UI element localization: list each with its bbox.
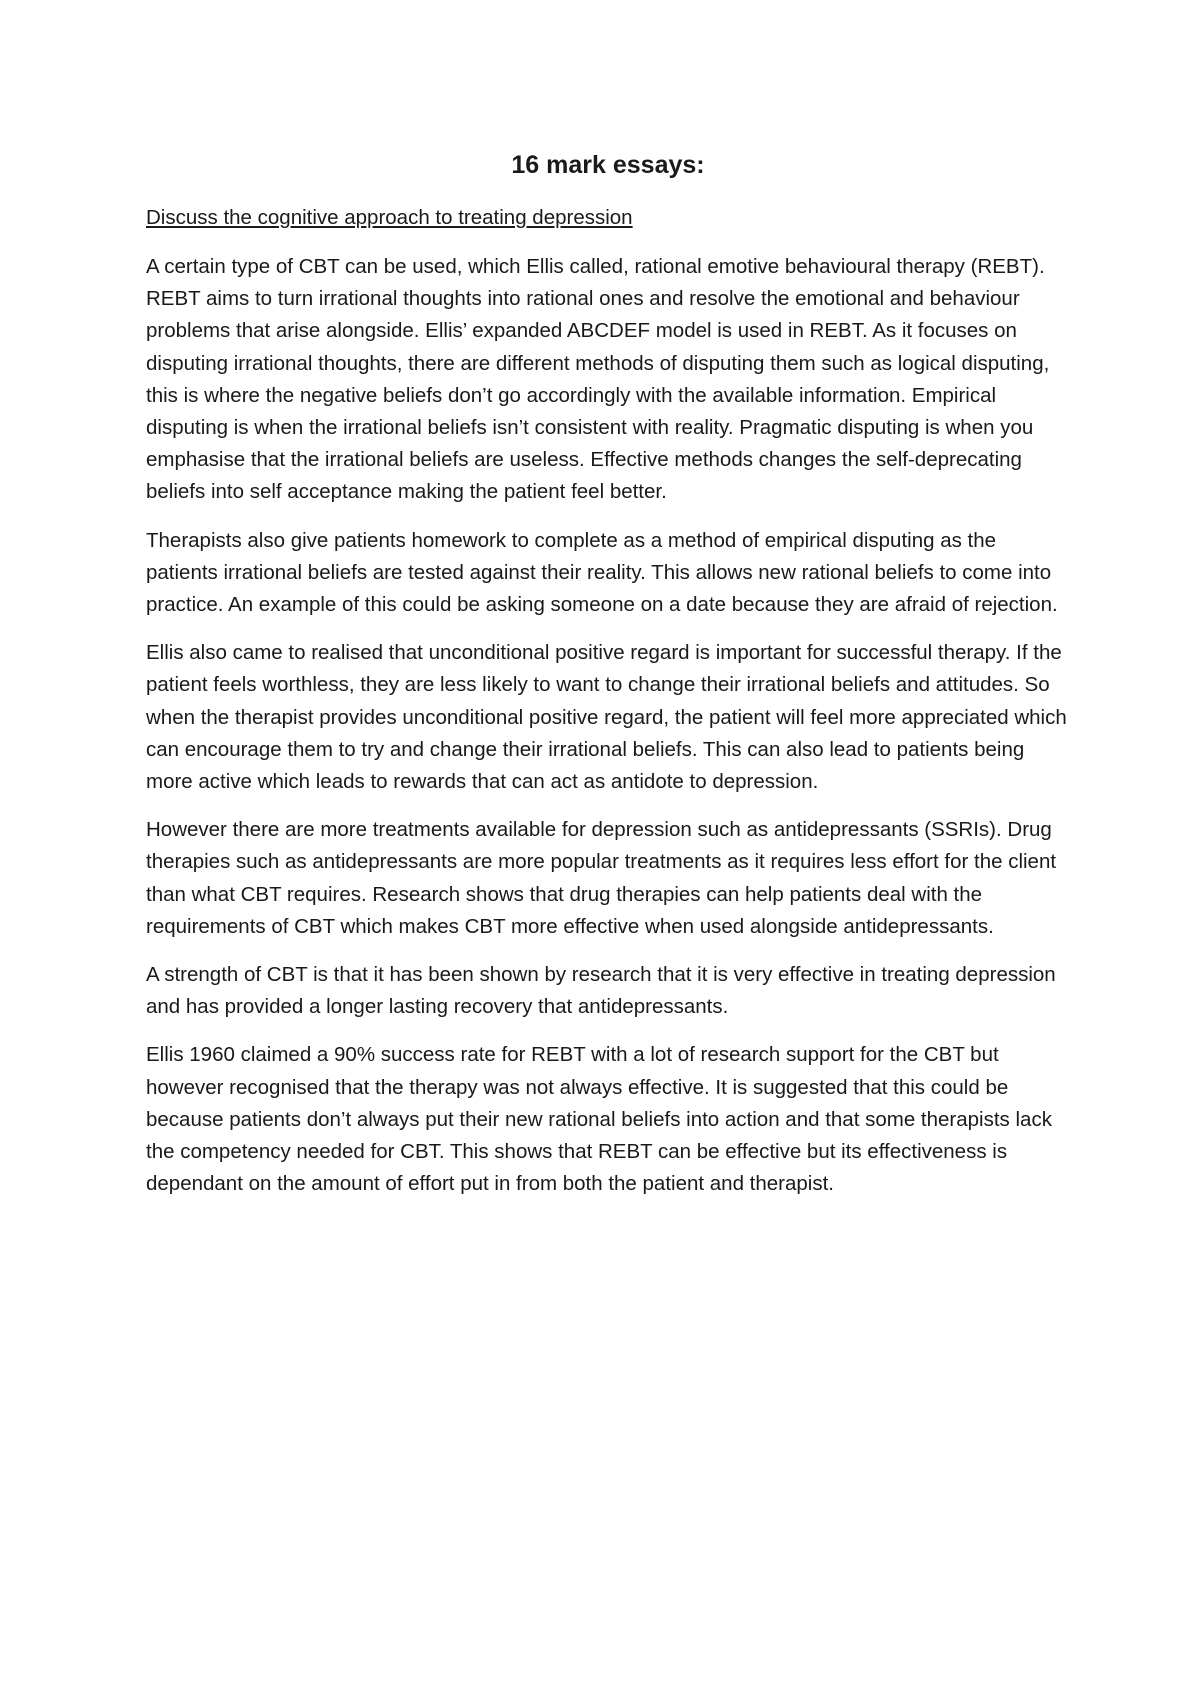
document-body [146,148,1070,1216]
paragraph-homework: Therapists also give patients homework to complete as a method of empirical disputing as the patients irrational beliefs are tested against their reality. This allows new rational beliefs to come into practice. An example of this could be asking someone on a date because they are afraid of rejection. [146,528,1058,617]
paragraph-antidepressants: However there are more treatments available for depression such as antidepressants (SSRIs). Drug therapies such as antidepressants are more popular treatments as it requires less effort for the client than what CBT requires. Research shows that drug therapies can help patients deal with the requirements of CBT which makes CBT more effective when used alongside antidepressants. [146,818,1057,938]
essay-question: Discuss the cognitive approach to treating depression [146,206,633,229]
paragraph-positive-regard: Ellis also came to realised that unconditional positive regard is important for successful therapy. If the patient feels worthless, they are less likely to want to change their irrational beliefs and attitudes. So when the therapist provides unconditional positive regard, the patient will feel more appreciated which can encourage them to try and change their irrational beliefs. This can also lead to patients being more active which leads to rewards that can act as antidote to depression. [146,641,1067,794]
paragraph-ellis-1960: Ellis 1960 claimed a 90% success rate for REBT with a lot of research support for the CBT but however recognised that the therapy was not always effective. It is suggested that this could be because patients don’t always put their new rational beliefs into action and that some therapists lack the competency needed for CBT. This shows that REBT can be effective but its effectiveness is dependant on the amount of effort put in from both the patient and therapist. [146,1043,1052,1196]
document-title: 16 mark essays: [511,151,705,179]
paragraph-strength: A strength of CBT is that it has been shown by research that it is very effective in treating depression and has provided a longer lasting recovery that antidepressants. [146,963,1056,1019]
paragraph-rebt-overview: A certain type of CBT can be used, which Ellis called, rational emotive behavioural therapy (REBT). REBT aims to turn irrational thoughts into rational ones and resolve the emotional and behaviour problems that arise alongside. Ellis’ expanded ABCDEF model is used in REBT. As it focuses on disputing irrational thoughts, there are different methods of disputing them such as logical disputing, this is where the negative beliefs don’t go accordingly with the available information. Empirical disputing is when the irrational beliefs isn’t consistent with reality. Pragmatic disputing is when you emphasise that the irrational beliefs are useless. Effective methods changes the self-deprecating beliefs into self acceptance making the patient feel better. [146,255,1050,504]
